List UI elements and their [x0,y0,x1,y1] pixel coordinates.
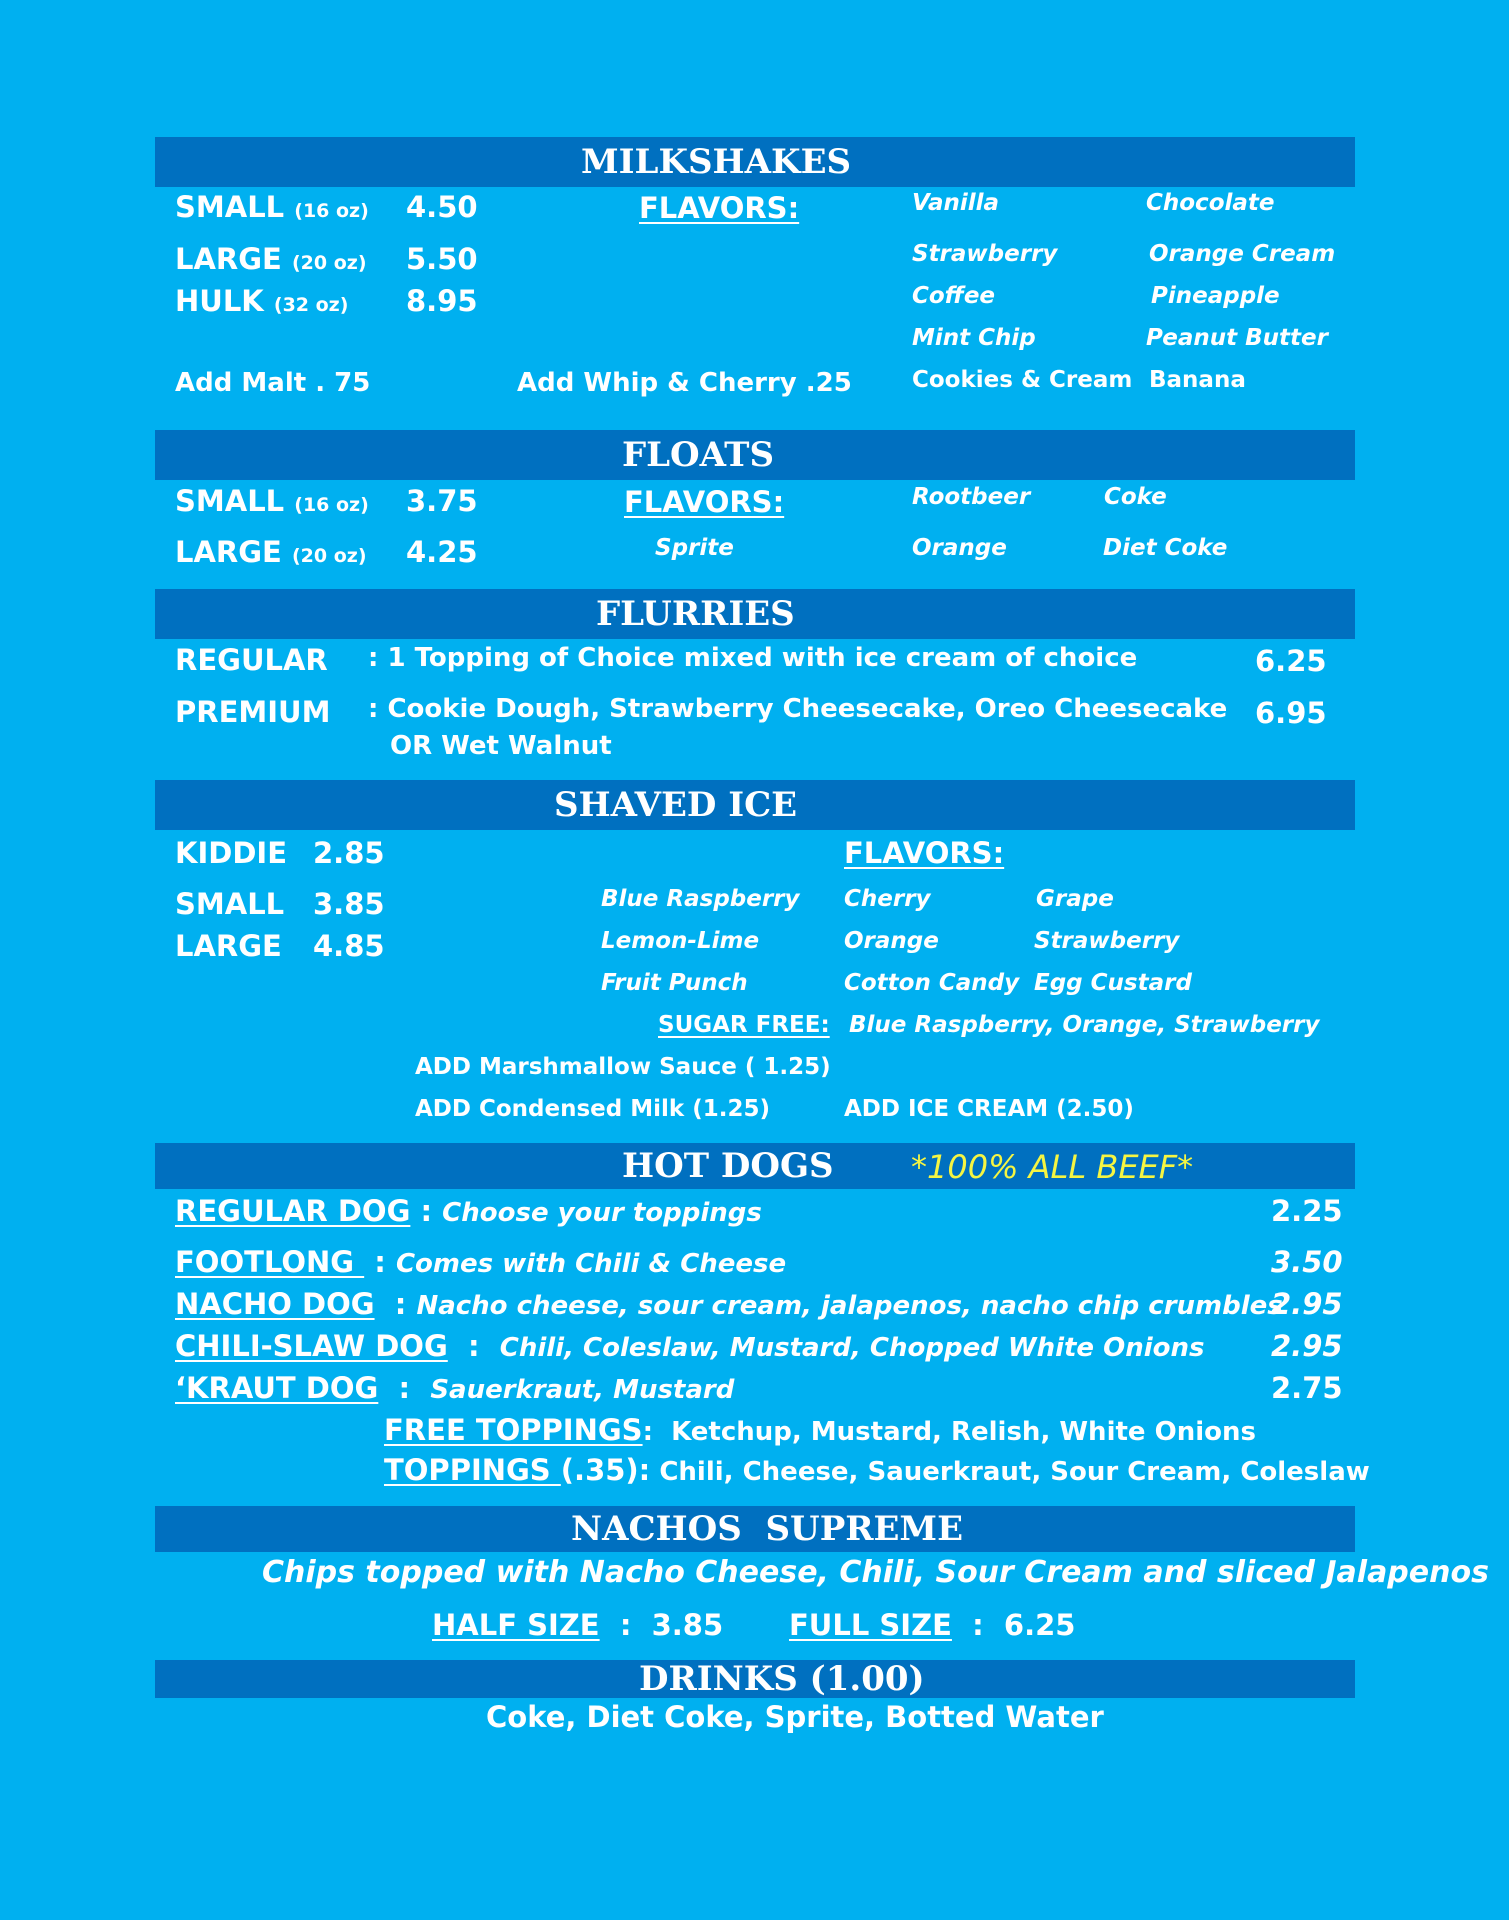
shaved-ice-size-price: 3.85 [313,887,385,921]
hot-dog-item [175,1245,786,1279]
size-name: SMALL [175,190,285,224]
size-oz: (20 oz) [291,545,367,567]
hot-dog-desc: Sauerkraut, Mustard [430,1375,735,1405]
flurry-desc-premium: : Cookie Dough, Strawberry Cheesecake, Oreo Cheesecake [368,694,1228,724]
float-size-large [175,535,367,569]
free-toppings-label: FREE TOPPINGS [384,1413,643,1447]
milkshake-size-small [175,190,369,224]
nachos-title: NACHOS SUPREME [571,1509,963,1549]
hot-dog-item [175,1371,734,1405]
drinks-title: DRINKS (1.00) [639,1659,925,1699]
drinks-list: Coke, Diet Coke, Sprite, Botted Water [486,1700,1104,1734]
hot-dog-name: NACHO DOG [175,1287,375,1321]
hot-dog-desc: Chili, Coleslaw, Mustard, Chopped White Onions [499,1333,1205,1363]
hot-dog-sep: : [374,1287,417,1321]
milkshake-flavor: Mint Chip [912,325,1036,351]
size-oz: (32 oz) [273,294,349,316]
size-name: LARGE [175,242,282,276]
toppings-list: Chili, Cheese, Sauerkraut, Sour Cream, Coleslaw [650,1457,1370,1487]
float-price-small: 3.75 [406,484,478,518]
float-flavor: Coke [1104,484,1167,510]
flurries-title: FLURRIES [596,594,795,634]
flurry-name-regular: REGULAR [175,643,328,677]
hot-dog-price: 2.75 [1271,1371,1343,1405]
toppings-label: TOPPINGS [384,1453,561,1487]
float-size-small [175,484,369,518]
milkshake-flavor: Vanilla [912,190,1000,216]
floats-header [155,430,1355,480]
shaved-ice-add-ice-cream: ADD ICE CREAM (2.50) [844,1096,1134,1122]
float-flavor: Diet Coke [1103,535,1228,561]
shaved-ice-flavor: Lemon-Lime [601,928,760,954]
size-oz: (16 oz) [294,200,369,222]
shaved-ice-size-name: KIDDIE [175,836,288,870]
milkshake-price-small: 4.50 [406,190,478,224]
flurries-header [155,589,1355,639]
shaved-ice-sugar-free-list: Blue Raspberry, Orange, Strawberry [849,1012,1320,1038]
size-name: LARGE [175,535,282,569]
nachos-half-size [432,1608,723,1642]
flurry-price-regular: 6.25 [1255,644,1327,678]
hot-dog-price: 2.95 [1271,1329,1343,1363]
full-size-price: : 6.25 [951,1608,1076,1642]
flurry-desc-regular: : 1 Topping of Choice mixed with ice cream of choice [368,643,1138,673]
flurry-desc-premium-line2: OR Wet Walnut [390,731,612,761]
milkshake-flavors-label: FLAVORS: [639,191,800,225]
shaved-ice-size-name: LARGE [175,929,282,963]
hot-dogs-title: HOT DOGS [622,1146,834,1186]
milkshake-flavor: Strawberry [912,241,1058,267]
float-flavors-label: FLAVORS: [624,485,785,519]
hot-dog-paid-toppings [384,1453,1370,1487]
shaved-ice-flavor: Orange [844,928,939,954]
hot-dog-desc: Comes with Chili & Cheese [395,1249,787,1279]
milkshake-price-large: 5.50 [406,242,478,276]
shaved-ice-size-price: 2.85 [313,836,385,870]
shaved-ice-header [155,780,1355,830]
hot-dog-desc: Choose your toppings [442,1198,762,1228]
shaved-ice-flavor: Fruit Punch [601,970,748,996]
hot-dog-free-toppings [384,1413,1256,1447]
shaved-ice-sugar-free-label: SUGAR FREE: [658,1012,830,1038]
hot-dog-name: CHILI-SLAW DOG [175,1329,448,1363]
toppings-price: (.35): [560,1453,651,1487]
flurry-name-premium: PREMIUM [175,695,331,729]
milkshake-flavor: Coffee [912,283,996,309]
shaved-ice-flavor: Cotton Candy [844,970,1020,996]
float-flavor: Sprite [655,535,734,561]
hot-dog-price: 2.25 [1271,1194,1343,1228]
milkshakes-title: MILKSHAKES [581,142,852,182]
size-oz: (20 oz) [291,252,367,274]
hot-dog-name: REGULAR DOG [175,1194,411,1228]
milkshake-flavor: Peanut Butter [1146,325,1328,351]
hot-dog-sep: : [410,1194,443,1228]
shaved-ice-add-condensed: ADD Condensed Milk (1.25) [415,1096,770,1122]
nachos-full-size [789,1608,1075,1642]
milkshake-flavor: Chocolate [1146,190,1275,216]
hot-dogs-header [155,1143,1355,1189]
shaved-ice-size-name: SMALL [175,887,285,921]
hot-dog-sep: : [378,1371,431,1405]
hot-dog-item [175,1194,762,1228]
hot-dog-name: FOOTLONG [175,1245,365,1279]
size-name: HULK [175,284,264,318]
size-name: SMALL [175,484,285,518]
hot-dog-price: 3.50 [1271,1245,1343,1279]
shaved-ice-flavor: Cherry [844,886,931,912]
milkshake-add-whip: Add Whip & Cherry .25 [517,368,852,398]
hot-dogs-beef-tag: *100% ALL BEEF* [911,1148,1194,1186]
milkshake-size-hulk [175,284,348,318]
shaved-ice-flavors-label: FLAVORS: [844,836,1005,870]
floats-title: FLOATS [622,435,775,475]
free-toppings-list: : Ketchup, Mustard, Relish, White Onions [642,1417,1256,1447]
shaved-ice-title: SHAVED ICE [554,785,798,825]
milkshake-add-malt: Add Malt . 75 [175,368,371,398]
flurry-price-premium: 6.95 [1255,696,1327,730]
float-price-large: 4.25 [406,535,478,569]
hot-dog-price: 2.95 [1271,1287,1343,1321]
milkshake-size-large [175,242,367,276]
float-flavor: Rootbeer [912,484,1031,510]
milkshake-flavor: Orange Cream [1149,241,1336,267]
hot-dog-desc: Nacho cheese, sour cream, jalapenos, nacho chip crumbles [416,1291,1283,1321]
milkshake-flavor: Cookies & Cream [912,367,1133,393]
milkshake-price-hulk: 8.95 [406,284,478,318]
shaved-ice-flavor: Blue Raspberry [601,886,800,912]
half-size-label: HALF SIZE [432,1608,600,1642]
size-oz: (16 oz) [294,494,369,516]
float-flavor: Orange [912,535,1007,561]
hot-dog-item [175,1287,1283,1321]
nachos-header [155,1506,1355,1552]
milkshake-flavor: Pineapple [1151,283,1280,309]
nachos-description: Chips topped with Nacho Cheese, Chili, Sour Cream and sliced Jalapenos [262,1555,1489,1590]
hot-dog-item [175,1329,1204,1363]
shaved-ice-flavor: Grape [1036,886,1114,912]
hot-dog-sep: : [447,1329,500,1363]
drinks-header [155,1660,1355,1698]
milkshakes-header [155,137,1355,187]
full-size-label: FULL SIZE [789,1608,952,1642]
shaved-ice-size-price: 4.85 [313,929,385,963]
hot-dog-sep: : [364,1245,396,1279]
shaved-ice-add-marshmallow: ADD Marshmallow Sauce ( 1.25) [415,1054,831,1080]
half-size-price: : 3.85 [599,1608,724,1642]
milkshake-flavor: Banana [1149,367,1246,393]
hot-dog-name: ‘KRAUT DOG [175,1371,379,1405]
shaved-ice-flavor: Strawberry [1034,928,1180,954]
shaved-ice-flavor: Egg Custard [1034,970,1192,996]
